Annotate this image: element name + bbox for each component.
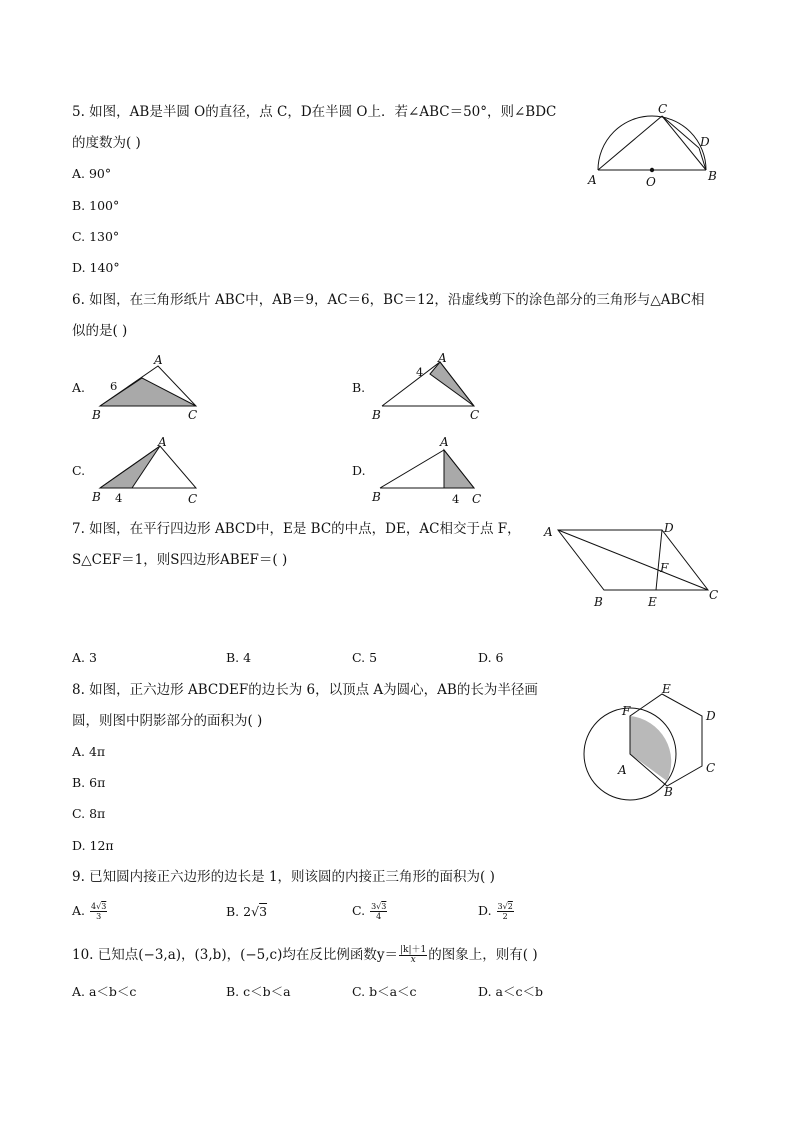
q8-label-b: B	[664, 785, 673, 799]
q5-label-b: B	[708, 169, 717, 183]
q9-option-d	[478, 902, 515, 921]
q8-label-d: D	[706, 709, 716, 723]
q9c-radicand: 3	[381, 902, 387, 911]
q5-label-c: C	[658, 102, 668, 116]
q9-option-b: B. 2√3	[226, 904, 268, 919]
q5-chord-ac	[598, 116, 662, 170]
q8-label-c: C	[706, 761, 716, 775]
q6b-length-label: 4	[416, 365, 424, 379]
q6-option-b-letter: B.	[352, 380, 366, 395]
q6a-length-label: 6	[110, 379, 118, 393]
q6d-label-b: B	[372, 490, 381, 504]
q9b-radicand: 3	[259, 904, 268, 919]
q6c-label-b: B	[92, 490, 101, 504]
q10-stem-before: 10. 已知点(−3,a)，(3,b)，(−5,c)均在反比例函数y＝	[72, 947, 399, 963]
q7-option-b: B. 4	[226, 650, 252, 665]
q9d-fraction: $\frac{3√2}{2}$	[497, 902, 513, 921]
q8-stem-line2: 圆，则图中阴影部分的面积为( )	[72, 713, 263, 729]
q5-label-d: D	[700, 135, 710, 149]
q6c-length-label: 4	[115, 491, 123, 505]
q7-label-d: D	[664, 521, 674, 535]
q9d-radicand: 2	[507, 902, 513, 911]
q6b-label-a: A	[438, 351, 447, 365]
q9d-letter: D.	[478, 903, 492, 918]
q8-option-d: D. 12π	[72, 838, 114, 853]
q6d-label-c: C	[472, 492, 482, 506]
q6-option-d-letter: D.	[352, 463, 366, 478]
q6a-label-b: B	[92, 408, 101, 422]
q9c-denominator: 4	[376, 912, 382, 921]
q5-option-a: A. 90°	[72, 166, 112, 181]
q6b-label-c: C	[470, 408, 480, 422]
q7-stem-line1: 7. 如图，在平行四边形 ABCD中，E是 BC的中点，DE，AC相交于点 F，	[72, 521, 521, 537]
q8-hexagon-figure	[578, 678, 738, 810]
q9-stem: 9. 已知圆内接正六边形的边长是 1，则该圆的内接正三角形的面积为( )	[72, 869, 495, 885]
q10-option-b: B. c＜b＜a	[226, 984, 291, 999]
q6-figure-a	[88, 350, 208, 422]
q8-label-a: A	[618, 763, 627, 777]
q6a-label-a: A	[154, 353, 163, 367]
q6a-label-c: C	[188, 408, 198, 422]
q9a-radicand: 3	[101, 902, 107, 911]
q7-label-b: B	[594, 595, 603, 609]
q5-chord-cd	[662, 116, 699, 148]
q5-stem-line2: 的度数为( )	[72, 135, 141, 151]
q9a-denominator: 3	[96, 912, 102, 921]
q7-label-c: C	[709, 588, 719, 602]
q5-semicircle-figure	[584, 100, 734, 192]
q7-option-d: D. 6	[478, 650, 504, 665]
q10-option-c: C. b＜a＜c	[352, 984, 417, 999]
q9d-coef: 3	[497, 902, 503, 911]
q8-option-a: A. 4π	[72, 744, 106, 759]
q8-option-c: C. 8π	[72, 806, 106, 821]
q9a-coef: 4	[91, 902, 97, 911]
q6d-label-a: A	[440, 435, 449, 449]
q10-function-fraction	[399, 946, 427, 965]
q9-option-c	[352, 902, 388, 921]
q10-option-d: D. a＜c＜b	[478, 984, 543, 999]
q7-label-a: A	[544, 525, 553, 539]
q5-center-point	[650, 168, 654, 172]
q6c-label-a: A	[158, 435, 167, 449]
q6-option-c-letter: C.	[72, 463, 86, 478]
q10-stem-after: 的图象上，则有( )	[428, 947, 538, 963]
q6-figure-c	[88, 432, 208, 508]
q7-option-c: C. 5	[352, 650, 378, 665]
q10-option-a: A. a＜b＜c	[72, 984, 137, 999]
q8-option-b: B. 6π	[72, 775, 106, 790]
q6c-label-c: C	[188, 492, 198, 506]
q9c-fraction: $\frac{3√3}{4}$	[371, 902, 387, 921]
q9c-coef: 3	[371, 902, 377, 911]
q9b-letter: B.	[226, 904, 240, 919]
q9a-letter: A.	[72, 903, 86, 918]
q6b-shaded-triangle	[430, 362, 474, 406]
q9b-coef: 2	[243, 904, 252, 919]
q5-label-a: A	[588, 173, 597, 187]
q6b-label-b: B	[372, 408, 381, 422]
q6d-length-label: 4	[452, 492, 460, 506]
q10-func-numerator: |k|＋1	[400, 945, 427, 955]
q6b-triangle-abc	[382, 362, 474, 406]
q5-option-c: C. 130°	[72, 229, 120, 244]
q8-stem-line1: 8. 如图，正六边形 ABCDEF的边长为 6，以顶点 A为圆心，AB的长为半径画	[72, 682, 538, 698]
q7-label-f: F	[660, 561, 669, 575]
q7-label-e: E	[648, 595, 657, 609]
q6-stem-line2: 似的是( )	[72, 323, 128, 339]
q5-option-d: D. 140°	[72, 260, 120, 275]
q9c-letter: C.	[352, 903, 366, 918]
q8-label-f: F	[622, 704, 631, 718]
q6-figure-b	[368, 350, 488, 422]
q6-figure-d	[368, 432, 488, 508]
q7-option-a: A. 3	[72, 650, 97, 665]
q5-label-o: O	[646, 175, 656, 189]
q7-stem-line2: S△CEF＝1，则S四边形ABEF＝( )	[72, 552, 288, 568]
q5-stem-line1: 5. 如图，AB是半圆 O的直径，点 C，D在半圆 O上．若∠ABC＝50°，则∠BDC	[72, 104, 557, 120]
q9a-fraction: $\frac{4√3}{3}$	[91, 902, 107, 921]
q10-func-denominator: x	[410, 955, 416, 965]
q6-stem-line1: 6. 如图，在三角形纸片 ABC中，AB＝9，AC＝6，BC＝12，沿虚线剪下的涂色部分的三角形与△ABC相	[72, 292, 705, 308]
q6-option-a-letter: A.	[72, 380, 86, 395]
q10-stem	[72, 946, 538, 965]
q7-parallelogram-figure	[538, 516, 728, 614]
q9-option-a	[72, 902, 108, 921]
q9d-denominator: 2	[502, 912, 508, 921]
q7-segment-de	[656, 530, 662, 590]
q5-option-b: B. 100°	[72, 198, 120, 213]
q8-label-e: E	[662, 682, 671, 696]
